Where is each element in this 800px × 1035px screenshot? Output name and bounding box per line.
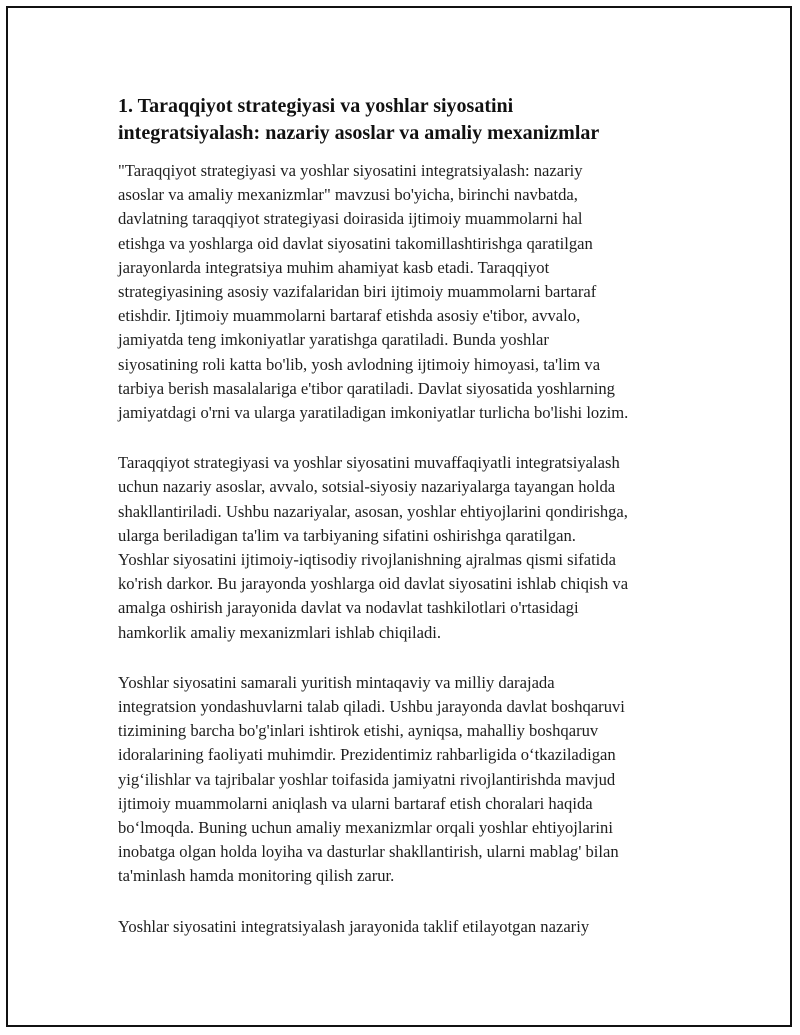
paragraph bbox=[118, 671, 693, 889]
text-line: jamiyatda teng imkoniyatlar yaratishga qaratiladi. Bunda yoshlar bbox=[118, 330, 549, 350]
text-line: idoralarining faoliyati muhimdir. Prezidentimiz rahbarligida o‘tkaziladigan bbox=[118, 745, 616, 765]
text-line: shakllantiriladi. Ushbu nazariyalar, asosan, yoshlar ehtiyojlarini qondirishga, bbox=[118, 501, 628, 521]
heading-line: 1. Taraqqiyot strategiyasi va yoshlar siyosatini bbox=[118, 95, 514, 117]
text-line: jamiyatdagi o'rni va ularga yaratiladigan imkoniyatlar turlicha bo'lishi lozim. bbox=[118, 403, 629, 423]
text-line: yig‘ilishlar va tajribalar yoshlar toifasida jamiyatni rivojlantirishda mavjud bbox=[118, 769, 616, 789]
text-line: integratsion yondashuvlarni talab qiladi. Ushbu jarayonda davlat boshqaruvi bbox=[118, 697, 625, 717]
paragraph bbox=[118, 159, 693, 425]
text-line: strategiyasining asosiy vazifalaridan biri ijtimoiy muammolarni bartaraf bbox=[118, 282, 597, 302]
paragraph bbox=[118, 451, 693, 645]
text-line: siyosatining roli katta bo'lib, yosh avlodning ijtimoiy himoyasi, ta'lim va bbox=[118, 354, 601, 374]
text-line: Taraqqiyot strategiyasi va yoshlar siyosatini muvaffaqiyatli integratsiyalash bbox=[118, 453, 620, 473]
text-line: Yoshlar siyosatini integratsiyalash jarayonida taklif etilayotgan nazariy bbox=[118, 916, 590, 936]
text-line: hamkorlik amaliy mexanizmlari ishlab chiqiladi. bbox=[118, 622, 442, 642]
text-line: inobatga olgan holda loyiha va dasturlar shakllantirish, ularni mablag' bilan bbox=[118, 842, 619, 862]
text-line: etishga va yoshlarga oid davlat siyosatini takomillashtirishga qaratilgan bbox=[118, 233, 593, 253]
text-line: tarbiya berish masalalariga e'tibor qaratiladi. Davlat siyosatida yoshlarning bbox=[118, 378, 615, 398]
text-line: etishdir. Ijtimoiy muammolarni bartaraf etishda asosiy e'tibor, avvalo, bbox=[118, 306, 581, 326]
text-line: Yoshlar siyosatini samarali yuritish mintaqaviy va milliy darajada bbox=[118, 672, 555, 692]
text-line: bo‘lmoqda. Buning uchun amaliy mexanizmlar orqali yoshlar ehtiyojlarini bbox=[118, 818, 613, 838]
section-heading bbox=[118, 93, 693, 147]
heading-line: integratsiyalash: nazariy asoslar va amaliy mexanizmlar bbox=[118, 122, 600, 144]
text-line: ijtimoiy muammolarni aniqlash va ularni bartaraf etish choralari haqida bbox=[118, 793, 593, 813]
text-line: "Taraqqiyot strategiyasi va yoshlar siyosatini integratsiyalash: nazariy bbox=[118, 161, 583, 180]
text-line: amalga oshirish jarayonida davlat va nodavlat tashkilotlari o'rtasidagi bbox=[118, 598, 579, 618]
text-line: ta'minlash hamda monitoring qilish zarur. bbox=[118, 866, 395, 886]
text-line: Yoshlar siyosatini ijtimoiy-iqtisodiy rivojlanishning ajralmas qismi sifatida bbox=[118, 550, 616, 570]
text-line: jarayonlarda integratsiya muhim ahamiyat kasb etadi. Taraqqiyot bbox=[118, 257, 550, 277]
text-line: ko'rish darkor. Bu jarayonda yoshlarga oid davlat siyosatini ishlab chiqish va bbox=[118, 574, 629, 594]
text-line: uchun nazariy asoslar, avvalo, sotsial-siyosiy nazariyalarga tayangan holda bbox=[118, 477, 616, 497]
paragraph bbox=[118, 915, 693, 939]
text-line: ularga beriladigan ta'lim va tarbiyaning sifatini oshirishga qaratilgan. bbox=[118, 525, 576, 545]
text-line: davlatning taraqqiyot strategiyasi doirasida ijtimoiy muammolarni hal bbox=[118, 209, 583, 229]
text-line: tizimining barcha bo'g'inlari ishtirok etishi, ayniqsa, mahalliy boshqaruv bbox=[118, 721, 599, 741]
text-line: asoslar va amaliy mexanizmlar" mavzusi bo'yicha, birinchi navbatda, bbox=[118, 185, 578, 205]
document-body bbox=[118, 93, 693, 965]
